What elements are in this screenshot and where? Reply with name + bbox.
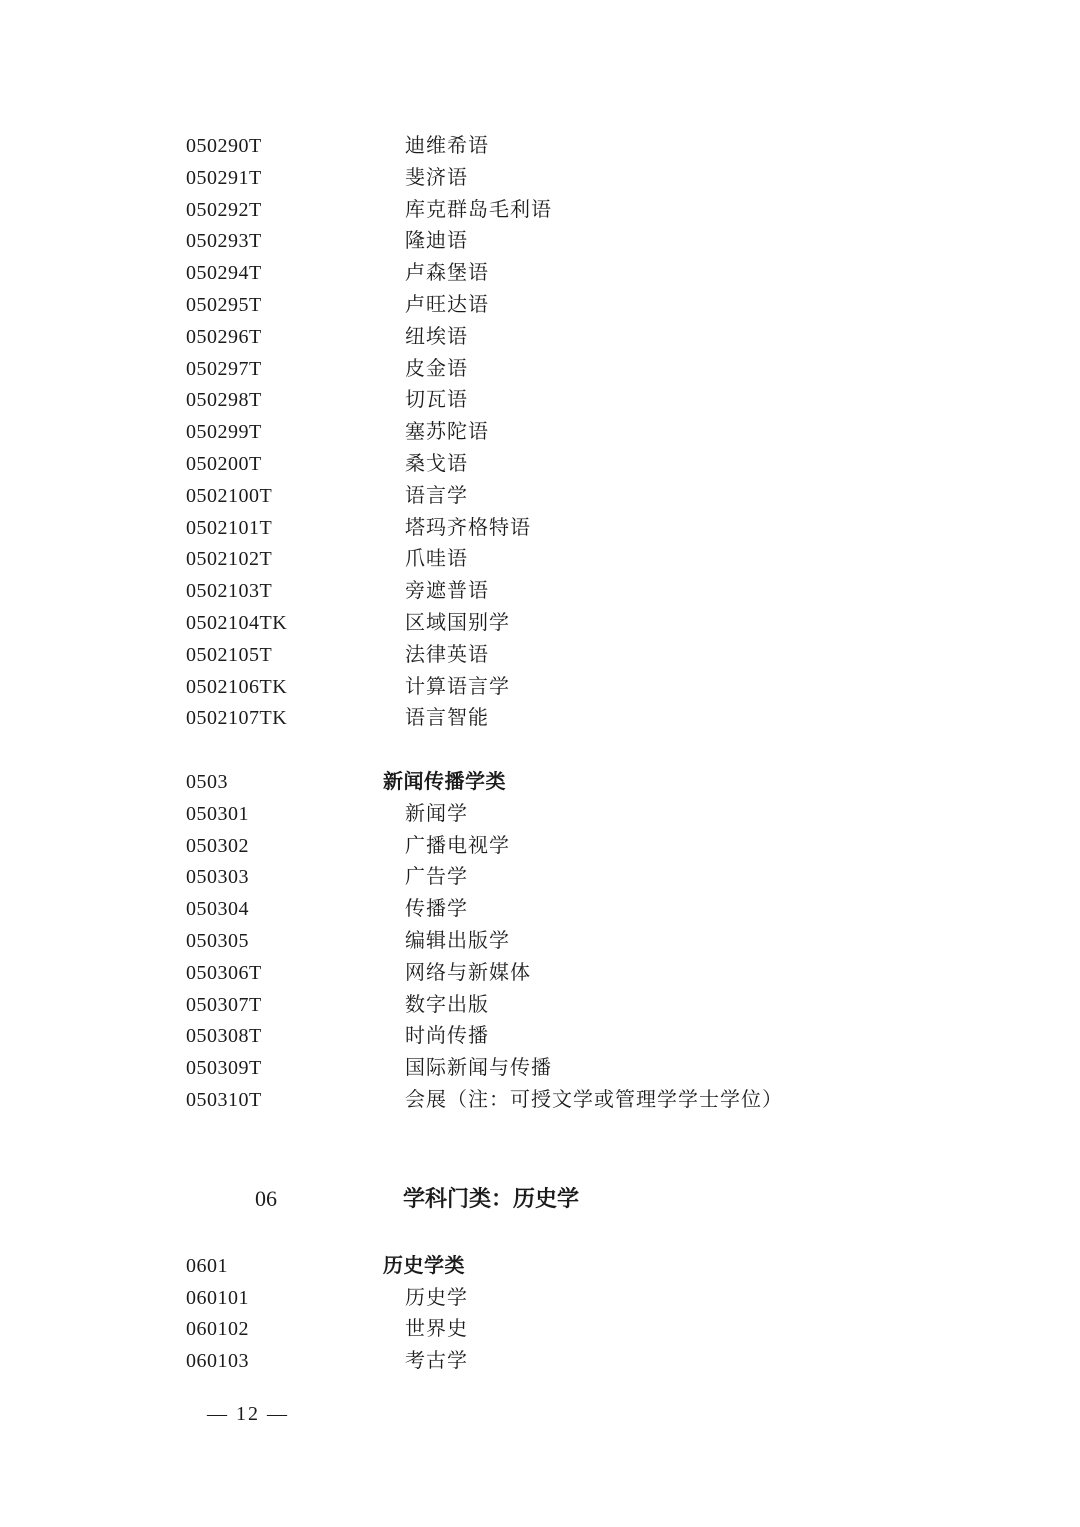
major-code: 0502104TK [186,611,288,634]
major-name: 新闻传播学类 [383,770,506,793]
major-name: 传播学 [405,898,468,921]
major-code: 0502106TK [186,675,288,698]
major-name: 桑戈语 [405,452,468,475]
major-name: 区域国别学 [405,611,510,634]
header-gap [0,1219,1080,1251]
major-row [0,195,1080,227]
major-row [0,672,1080,704]
major-name: 隆迪语 [405,230,468,253]
major-row [0,131,1080,163]
major-name: 历史学 [405,1286,468,1309]
major-code: 050290T [186,135,262,157]
section-gap [0,1117,1080,1179]
major-name: 网络与新媒体 [405,961,531,984]
major-code: 050296T [186,325,262,348]
major-code: 0502103T [186,580,273,603]
major-group-0503 [0,767,1080,1117]
category-row [0,767,1080,799]
major-code: 0502100T [186,484,273,507]
major-row [0,1085,1080,1117]
major-group-0601 [0,1251,1080,1378]
major-code: 050291T [186,166,262,189]
major-row [0,226,1080,258]
major-row [0,1346,1080,1378]
major-row [0,449,1080,481]
major-row [0,1053,1080,1085]
major-code: 050292T [186,198,262,221]
major-row [0,513,1080,545]
major-row [0,258,1080,290]
major-code: 050305 [186,929,249,952]
major-code: 050302 [186,834,249,857]
major-code: 050304 [186,898,249,921]
major-code: 050293T [186,230,262,253]
page-number: — 12 — [207,1403,289,1425]
major-row [0,417,1080,449]
major-name: 纽埃语 [405,325,468,348]
major-row [0,1283,1080,1315]
major-name: 历史学类 [383,1254,465,1277]
major-name: 切瓦语 [405,389,468,412]
major-row [0,894,1080,926]
major-code: 050295T [186,293,262,316]
major-code: 060101 [186,1286,249,1309]
major-row [0,990,1080,1022]
major-name: 计算语言学 [405,675,510,698]
major-row [0,799,1080,831]
major-code: 050303 [186,866,249,889]
major-name: 时尚传播 [405,1025,489,1048]
section-title: 学科门类：历史学 [403,1185,580,1211]
major-row [0,640,1080,672]
major-name: 卢旺达语 [405,293,489,316]
major-row [0,1314,1080,1346]
major-name: 语言智能 [405,707,489,730]
major-name: 会展（注：可授文学或管理学学士学位） [405,1088,783,1111]
major-name: 考古学 [405,1350,468,1373]
major-code: 050308T [186,1025,262,1048]
major-group-0502 [0,131,1080,735]
major-row [0,481,1080,513]
major-row [0,322,1080,354]
major-row [0,385,1080,417]
major-code: 050297T [186,357,262,380]
major-name: 斐济语 [405,166,468,189]
major-name: 旁遮普语 [405,580,489,603]
major-row [0,926,1080,958]
major-name: 爪哇语 [405,548,468,571]
major-row [0,576,1080,608]
major-row [0,290,1080,322]
major-row [0,831,1080,863]
major-code-list [0,131,1080,1378]
major-row [0,544,1080,576]
major-code: 0503 [186,770,228,793]
major-row [0,862,1080,894]
major-name: 语言学 [405,484,468,507]
major-name: 卢森堡语 [405,262,489,285]
major-row [0,1021,1080,1053]
major-name: 迪维希语 [405,135,489,157]
major-code: 050310T [186,1088,262,1111]
major-row [0,958,1080,990]
major-code: 050301 [186,802,249,825]
major-name: 新闻学 [405,802,468,825]
major-name: 数字出版 [405,993,489,1016]
major-name: 法律英语 [405,643,489,666]
major-code: 050309T [186,1057,262,1080]
major-name: 广告学 [405,866,468,889]
section-number: 06 [255,1185,277,1211]
category-row [0,1251,1080,1283]
major-name: 皮金语 [405,357,468,380]
major-code: 0601 [186,1254,228,1277]
major-name: 塞苏陀语 [405,421,489,444]
blank-line [0,735,1080,767]
major-row [0,703,1080,735]
major-row [0,608,1080,640]
major-name: 塔玛齐格特语 [405,516,531,539]
major-code: 050299T [186,421,262,444]
major-code: 050200T [186,452,262,475]
major-code: 0502102T [186,548,273,571]
major-name: 库克群岛毛利语 [405,198,552,221]
major-row [0,354,1080,386]
major-code: 060102 [186,1318,249,1341]
major-name: 世界史 [405,1318,468,1341]
major-code: 050294T [186,262,262,285]
major-code: 050306T [186,961,262,984]
major-code: 0502105T [186,643,273,666]
major-name: 广播电视学 [405,834,510,857]
major-code: 060103 [186,1350,249,1373]
major-code: 050298T [186,389,262,412]
major-code: 0502107TK [186,707,288,730]
section-header [0,1179,1080,1219]
major-code: 050307T [186,993,262,1016]
major-name: 编辑出版学 [405,929,510,952]
major-code: 0502101T [186,516,273,539]
major-name: 国际新闻与传播 [405,1057,552,1080]
major-row [0,163,1080,195]
